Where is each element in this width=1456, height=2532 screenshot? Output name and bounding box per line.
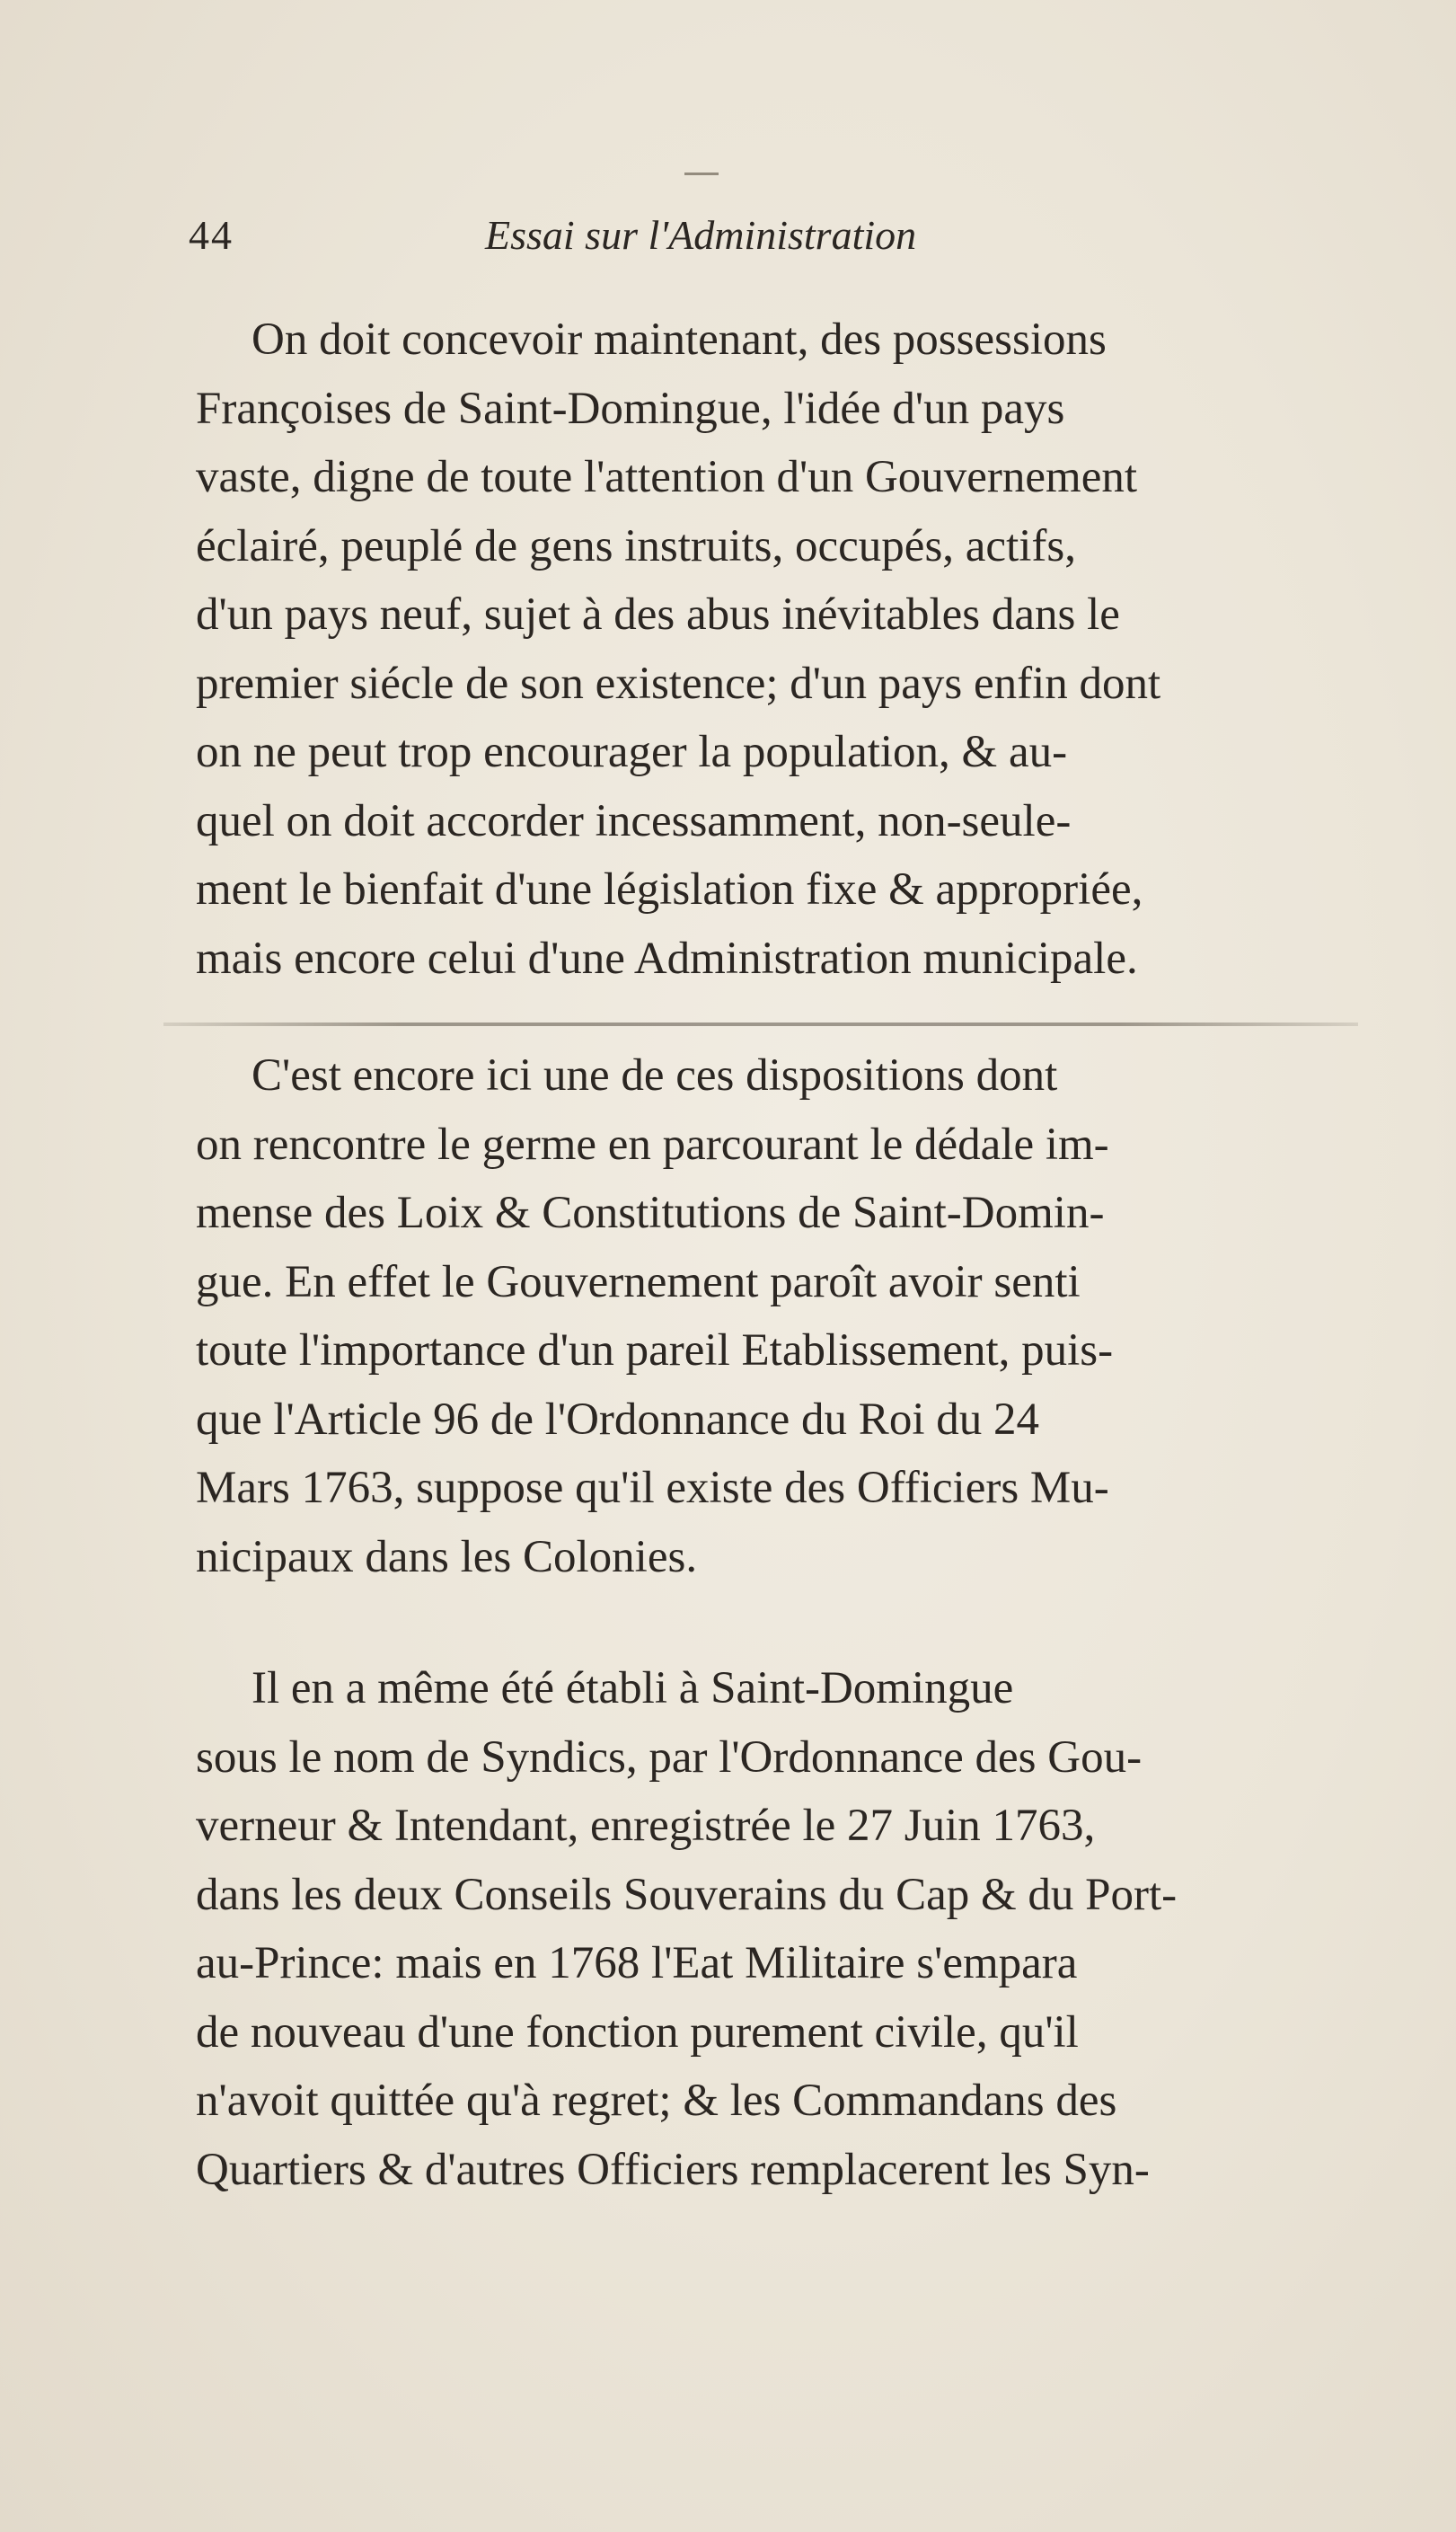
text-line: éclairé, peuplé de gens instruits, occupés, actifs,	[196, 520, 1076, 571]
text-line: on ne peut trop encourager la population, & au-	[196, 727, 1068, 777]
text-line: Il en a même été établi à Saint-Domingue	[251, 1663, 1014, 1713]
text-line: n'avoit quittée qu'à regret; & les Commandans des	[196, 2076, 1117, 2126]
text-line: que l'Article 96 de l'Ordonnance du Roi du 24	[196, 1394, 1039, 1445]
ink-mark	[684, 173, 719, 175]
text-line: nicipaux dans les Colonies.	[196, 1531, 698, 1582]
text-line: Françoises de Saint-Domingue, l'idée d'un pays	[196, 383, 1065, 434]
text-line: C'est encore ici une de ces dispositions dont	[251, 1050, 1058, 1101]
text-line: verneur & Intendant, enregistrée le 27 Juin 1763,	[196, 1801, 1096, 1851]
text-line: premier siécle de son existence; d'un pays enfin dont	[196, 658, 1161, 709]
text-line: On doit concevoir maintenant, des possessions	[251, 314, 1107, 365]
text-line: mais encore celui d'une Administration municipale.	[196, 933, 1138, 984]
paper-fold-line	[163, 1023, 1358, 1026]
text-line: gue. En effet le Gouvernement paroît avoir senti	[196, 1256, 1081, 1307]
text-line: Quartiers & d'autres Officiers remplacerent les Syn-	[196, 2144, 1150, 2195]
text-line: on rencontre le germe en parcourant le dédale im-	[196, 1119, 1109, 1170]
paragraph-2	[196, 1041, 1346, 1591]
text-line: d'un pays neuf, sujet à des abus inévitables dans le	[196, 589, 1120, 640]
text-line: Mars 1763, suppose qu'il existe des Officiers Mu-	[196, 1463, 1109, 1513]
text-line: mense des Loix & Constitutions de Saint-Domin-	[196, 1188, 1105, 1238]
paragraph-1	[196, 305, 1346, 993]
text-line: dans les deux Conseils Souverains du Cap & du Port-	[196, 1869, 1178, 1920]
text-line: quel on doit accorder incessamment, non-seule-	[196, 795, 1072, 846]
text-line: de nouveau d'une fonction purement civile, qu'il	[196, 2006, 1079, 2058]
page-header	[189, 211, 1087, 283]
text-line: toute l'importance d'un pareil Etablissement, puis-	[196, 1325, 1114, 1376]
text-line: sous le nom de Syndics, par l'Ordonnance des Gou-	[196, 1731, 1143, 1783]
paragraph-3	[196, 1654, 1346, 2204]
text-line: ment le bienfait d'une législation fixe & appropriée,	[196, 864, 1143, 915]
page-number: 44	[189, 212, 234, 258]
running-title: Essai sur l'Administration	[485, 212, 917, 258]
text-line: au-Prince: mais en 1768 l'Eat Militaire s'empara	[196, 1938, 1078, 1988]
text-line: vaste, digne de toute l'attention d'un Gouvernement	[196, 452, 1138, 502]
